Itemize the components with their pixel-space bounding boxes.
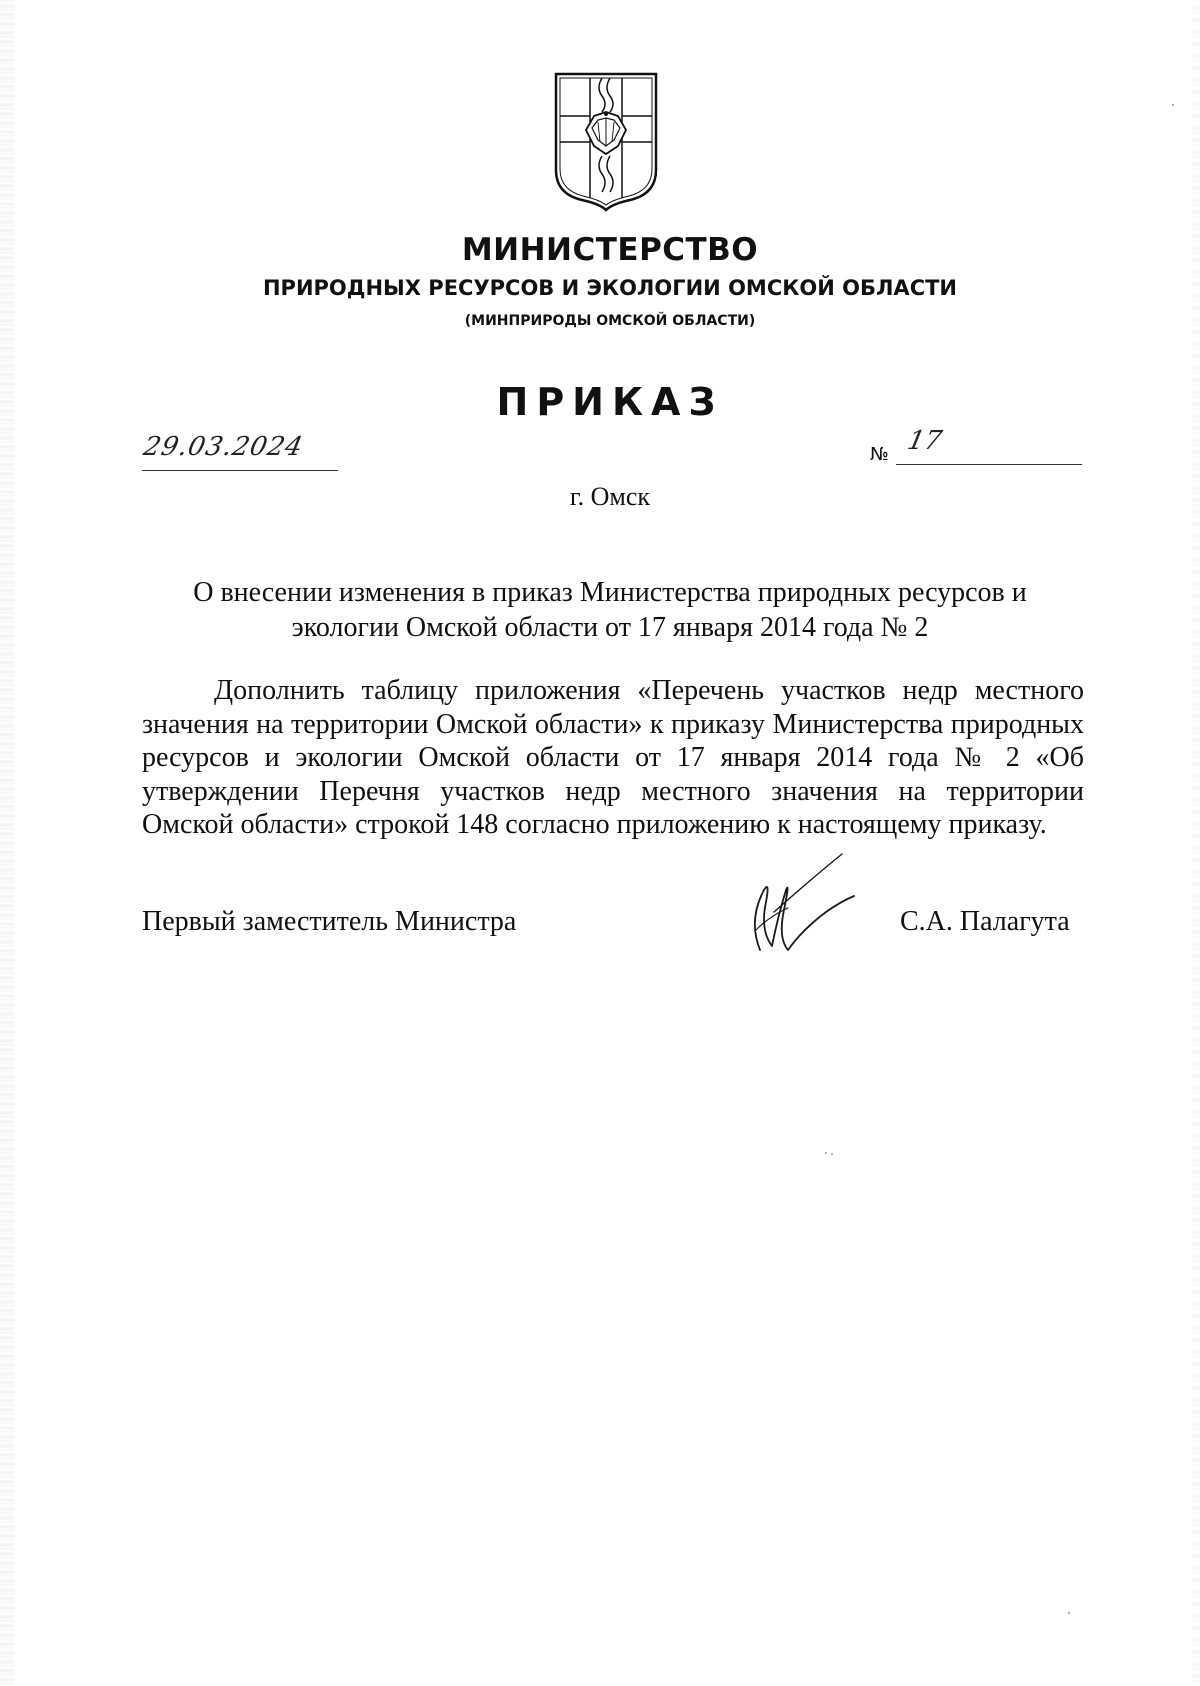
ministry-short-name: (МИНПРИРОДЫ ОМСКОЙ ОБЛАСТИ) (464, 313, 756, 329)
order-number: 17 (904, 426, 945, 456)
order-date: 29.03.2024 (140, 432, 307, 462)
scan-speck (831, 1153, 833, 1155)
coat-of-arms-icon (550, 70, 662, 212)
ministry-subtitle: ПРИРОДНЫХ РЕСУРСОВ И ЭКОЛОГИИ ОМСКОЙ ОБЛАСТИ (262, 276, 957, 300)
scan-speck (825, 1152, 827, 1154)
ministry-title: МИНИСТЕРСТВО (461, 232, 759, 268)
signer-position: Первый заместитель Министра (142, 906, 517, 937)
document-heading: О внесении изменения в приказ Министерства природных ресурсов и экологии Омской области от 17 января 2014 года № 2 (193, 577, 1027, 643)
scan-speck (1068, 1612, 1070, 1614)
order-number-field (896, 426, 1082, 465)
order-city: г. Омск (569, 482, 651, 511)
signer-name: С.А. Палагута (900, 906, 1070, 937)
order-number-label: № (870, 444, 889, 465)
scan-speck (1172, 104, 1174, 106)
order-date-field (142, 432, 338, 471)
document-body: Дополнить таблицу приложения «Перечень участков недр местного значения на территории Омской области» к приказу Министерства природных ресурсов и экологии Омской области от 17 января 2014 года № 2 «Об утверждении Перечня участков недр местного значения на территории Омской области» строкой 148 согласно приложению к настоящему приказу. (142, 675, 1084, 840)
order-title: ПРИКАЗ (496, 380, 724, 424)
handwritten-signature-icon (730, 850, 860, 960)
